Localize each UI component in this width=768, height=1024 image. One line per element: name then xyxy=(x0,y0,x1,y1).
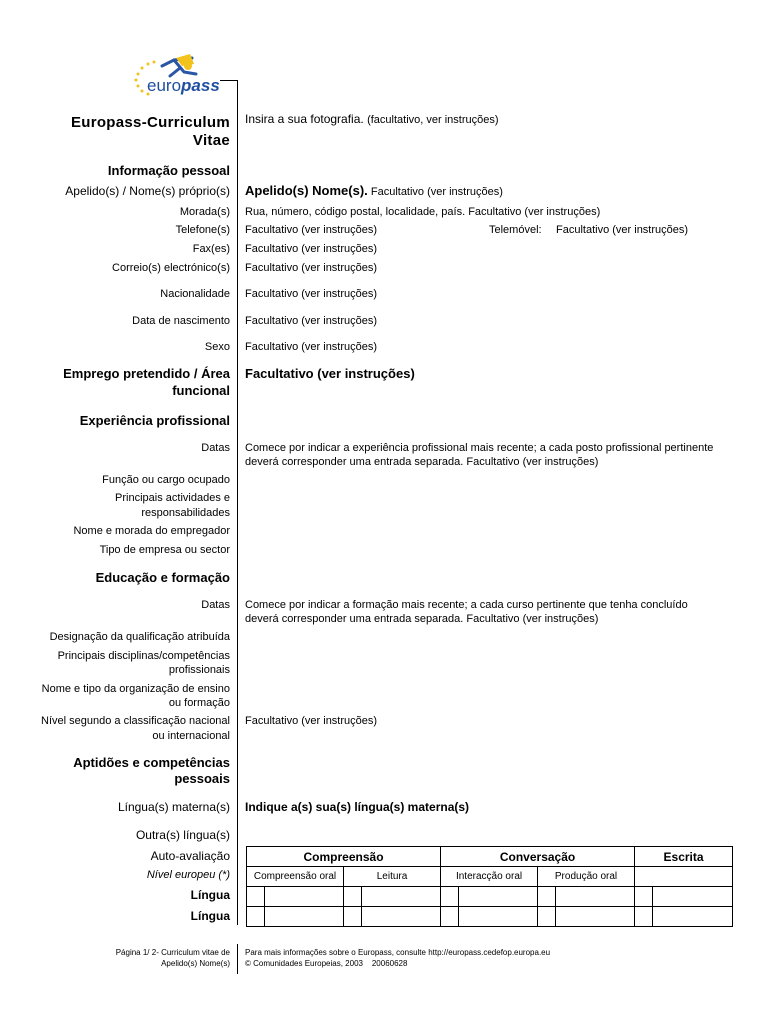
cv-title-line1: Europass-Curriculum xyxy=(70,114,230,131)
table-row xyxy=(247,907,733,927)
logo-text-euro: euro xyxy=(147,76,182,95)
other-languages-label: Outra(s) língua(s) xyxy=(135,828,230,842)
level-code-cell[interactable] xyxy=(247,887,265,907)
sex-value[interactable]: Facultativo (ver instruções) xyxy=(245,341,378,353)
level-desc-cell[interactable] xyxy=(459,907,538,927)
level-code-cell[interactable] xyxy=(344,907,362,927)
name-label: Apelido(s) / Nome(s) próprio(s) xyxy=(65,184,230,198)
european-level-label: Nível europeu (*) xyxy=(146,869,230,881)
language-row2-label: Língua xyxy=(190,909,230,923)
conversation-header: Conversação xyxy=(441,847,635,867)
table-header-row xyxy=(247,847,733,867)
address-value[interactable]: Rua, número, código postal, localidade, país. Facultativo (ver instruções) xyxy=(245,206,601,218)
writing-subheader xyxy=(635,867,733,887)
education-heading: Educação e formação xyxy=(95,570,230,585)
listening-header: Compreensão oral xyxy=(247,867,344,887)
sector-label: Tipo de empresa ou sector xyxy=(99,544,230,556)
europass-logo xyxy=(130,52,240,100)
language-self-assessment-table xyxy=(246,846,733,927)
work-dates-value[interactable]: Comece por indicar a experiência profissional mais recente; a cada posto profissional pertinente deverá corresponder uma entrada separada. Facultativo (ver instruções) xyxy=(245,442,714,468)
skills-heading-line1: Aptidões e competências xyxy=(73,755,230,770)
footer-left-line1: Página 1/ 2- Curriculum vitae de xyxy=(115,948,230,957)
personal-info-heading: Informação pessoal xyxy=(107,163,230,178)
desired-employment-value[interactable]: Facultativo (ver instruções) xyxy=(245,366,415,381)
skills-heading-line2: pessoais xyxy=(174,771,230,786)
photo-note-text: (facultativo, ver instruções) xyxy=(367,114,499,126)
level-desc-cell[interactable] xyxy=(362,887,441,907)
desired-employment-label-line2: funcional xyxy=(172,383,230,398)
level-desc-cell[interactable] xyxy=(265,887,344,907)
level-code-cell[interactable] xyxy=(635,907,653,927)
level-code-cell[interactable] xyxy=(538,907,556,927)
organisation-label-line2: ou formação xyxy=(168,697,230,709)
email-label: Correio(s) electrónico(s) xyxy=(112,262,230,274)
writing-header: Escrita xyxy=(635,847,733,867)
level-desc-cell[interactable] xyxy=(556,907,635,927)
table-subheader-row xyxy=(247,867,733,887)
nationality-label: Nacionalidade xyxy=(160,288,230,300)
level-desc-cell[interactable] xyxy=(653,887,733,907)
activities-label-line2: responsabilidades xyxy=(141,507,230,519)
qualification-label: Designação da qualificação atribuída xyxy=(49,631,230,643)
name-note: Facultativo (ver instruções) xyxy=(370,186,503,198)
level-desc-cell[interactable] xyxy=(556,887,635,907)
level-desc-cell[interactable] xyxy=(265,907,344,927)
nationality-value[interactable]: Facultativo (ver instruções) xyxy=(245,288,378,300)
phone-value[interactable]: Facultativo (ver instruções) xyxy=(245,224,378,236)
footer-right-line1: Para mais informações sobre o Europass, consulte http://europass.cedefop.europa.eu xyxy=(245,948,551,957)
organisation-label-line1: Nome e tipo da organização de ensino xyxy=(41,683,230,695)
level-code-cell[interactable] xyxy=(635,887,653,907)
name-value: Apelido(s) Nome(s). xyxy=(245,183,368,198)
subjects-label-line1: Principais disciplinas/competências xyxy=(57,650,230,662)
production-header: Produção oral xyxy=(538,867,635,887)
level-desc-cell[interactable] xyxy=(653,907,733,927)
photo-placeholder[interactable] xyxy=(245,112,499,127)
address-label: Morada(s) xyxy=(179,206,230,218)
level-code-cell[interactable] xyxy=(441,907,459,927)
level-code-cell[interactable] xyxy=(344,887,362,907)
logo-text-pass: pass xyxy=(181,76,220,95)
language-row1-label: Língua xyxy=(190,888,230,902)
level-desc-cell[interactable] xyxy=(362,907,441,927)
logo-rule xyxy=(220,80,238,81)
level-code-cell[interactable] xyxy=(441,887,459,907)
level-label-line2: ou internacional xyxy=(152,730,230,742)
position-label: Função ou cargo ocupado xyxy=(102,474,230,486)
photo-main-text: Insira a sua fotografia. xyxy=(245,112,364,126)
level-code-cell[interactable] xyxy=(538,887,556,907)
level-code-cell[interactable] xyxy=(247,907,265,927)
footer-divider xyxy=(237,944,238,974)
mobile-value[interactable]: Facultativo (ver instruções) xyxy=(556,224,689,236)
birth-value[interactable]: Facultativo (ver instruções) xyxy=(245,315,378,327)
mobile-label: Telemóvel: xyxy=(489,224,542,236)
mother-tongue-value[interactable]: Indique a(s) sua(s) língua(s) materna(s) xyxy=(245,800,470,814)
fax-value[interactable]: Facultativo (ver instruções) xyxy=(245,243,378,255)
work-experience-heading: Experiência profissional xyxy=(79,413,230,428)
activities-label-line1: Principais actividades e xyxy=(115,492,230,504)
level-label-line1: Nível segundo a classificação nacional xyxy=(41,715,230,727)
table-row xyxy=(247,887,733,907)
self-assessment-label: Auto-avaliação xyxy=(150,849,230,863)
subjects-label-line2: profissionais xyxy=(168,664,230,676)
column-divider xyxy=(237,80,238,925)
mother-tongue-label: Língua(s) materna(s) xyxy=(117,800,230,814)
sex-label: Sexo xyxy=(204,341,230,353)
cv-title-line2: Vitae xyxy=(192,132,230,149)
phone-label: Telefone(s) xyxy=(175,224,230,236)
education-dates-label: Datas xyxy=(201,599,230,611)
birth-label: Data de nascimento xyxy=(132,315,230,327)
desired-employment-label-line1: Emprego pretendido / Área xyxy=(63,366,230,381)
name-field[interactable] xyxy=(245,184,503,199)
reading-header: Leitura xyxy=(344,867,441,887)
work-dates-label: Datas xyxy=(201,442,230,454)
level-value[interactable]: Facultativo (ver instruções) xyxy=(245,715,378,727)
fax-label: Fax(es) xyxy=(192,243,230,255)
email-value[interactable]: Facultativo (ver instruções) xyxy=(245,262,378,274)
employer-label: Nome e morada do empregador xyxy=(73,525,230,537)
level-desc-cell[interactable] xyxy=(459,887,538,907)
interaction-header: Interacção oral xyxy=(441,867,538,887)
footer-left-line2: Apelido(s) Nome(s) xyxy=(161,959,230,968)
education-dates-value[interactable]: Comece por indicar a formação mais recente; a cada curso pertinente que tenha concluído deverá corresponder uma entrada separada. Facultativo (ver instruções) xyxy=(245,599,688,625)
footer-right-line2: © Comunidades Europeias, 2003 20060628 xyxy=(245,959,408,968)
comprehension-header: Compreensão xyxy=(247,847,441,867)
europass-wordmark xyxy=(147,76,220,96)
